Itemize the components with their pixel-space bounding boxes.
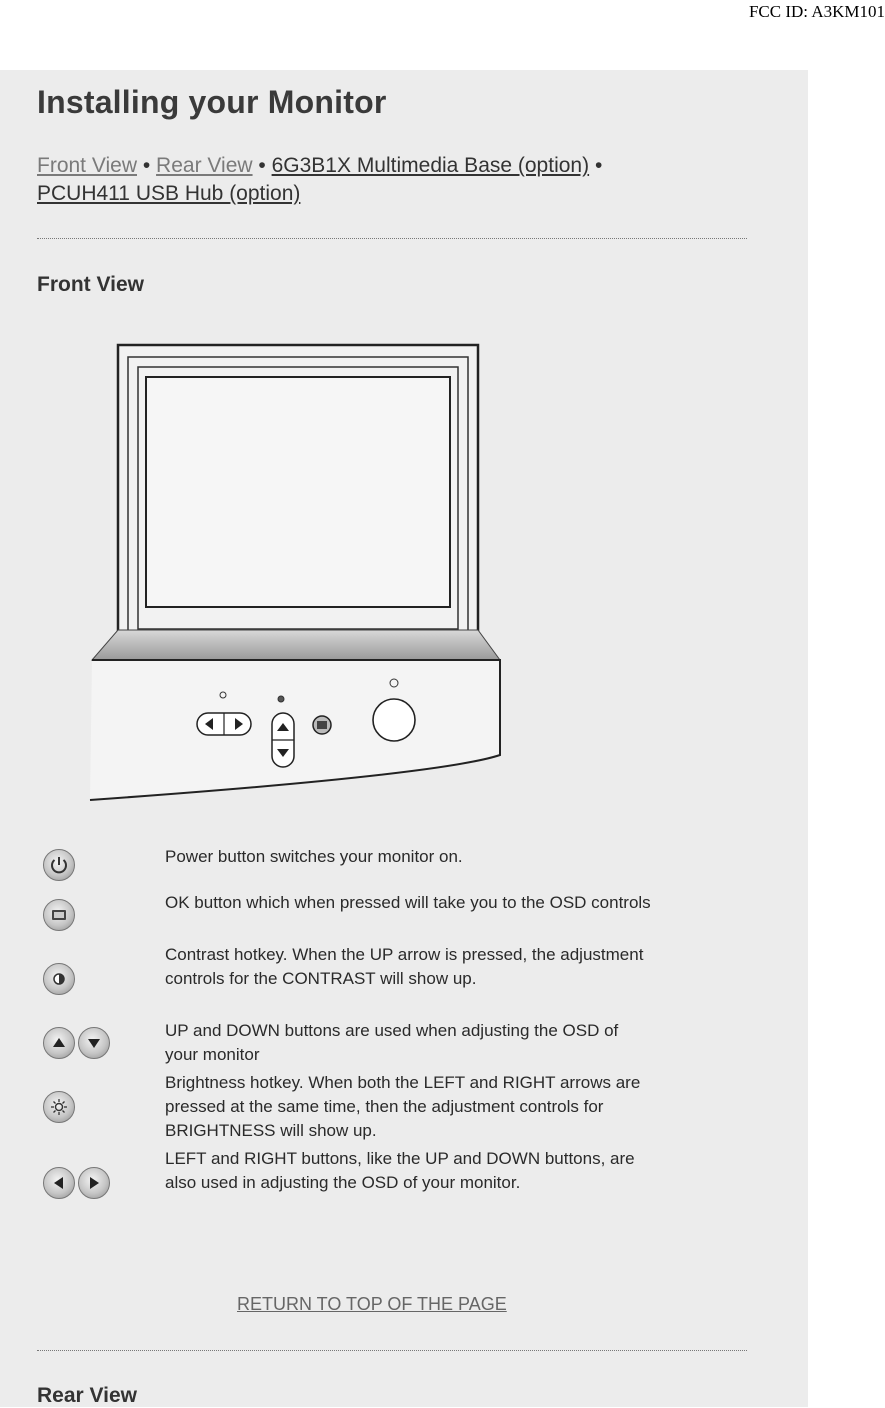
left-right-buttons-description: LEFT and RIGHT buttons, like the UP and DOWN buttons, are also used in adjusting the OSD of your monitor. (165, 1149, 635, 1192)
up-down-buttons-description: UP and DOWN buttons are used when adjusting the OSD of your monitor (165, 1021, 619, 1064)
section-nav (37, 152, 737, 208)
list-item (40, 845, 660, 885)
power-button-description: Power button switches your monitor on. (165, 847, 463, 866)
list-item (40, 891, 660, 937)
nav-link-multimedia-base[interactable]: 6G3B1X Multimedia Base (option) (271, 154, 590, 177)
brightness-icon (43, 1091, 75, 1123)
nav-link-usb-hub[interactable]: PCUH411 USB Hub (option) (37, 182, 301, 205)
list-item (40, 1071, 660, 1143)
monitor-front-illustration (80, 335, 510, 810)
nav-separator: • (258, 154, 266, 177)
section-heading-rear-view: Rear View (37, 1384, 138, 1407)
divider (37, 238, 747, 239)
nav-separator: • (142, 154, 151, 177)
contrast-icon (43, 963, 75, 995)
nav-link-front-view[interactable]: Front View (37, 154, 137, 177)
left-arrow-icon (43, 1167, 75, 1199)
right-arrow-icon (78, 1167, 110, 1199)
contrast-hotkey-description: Contrast hotkey. When the UP arrow is pressed, the adjustment controls for the CONTRAST will show up. (165, 945, 644, 988)
down-arrow-icon (78, 1027, 110, 1059)
divider (37, 1350, 747, 1351)
list-item (40, 1019, 660, 1067)
ok-icon (43, 899, 75, 931)
brightness-hotkey-description: Brightness hotkey. When both the LEFT and RIGHT arrows are pressed at the same time, then the adjustment controls for BRIGHTNESS will show up. (165, 1073, 641, 1140)
fcc-id-label: FCC ID: A3KM101 (748, 2, 885, 21)
list-item (40, 943, 660, 1015)
nav-separator: • (594, 154, 603, 177)
section-heading-front-view: Front View (37, 273, 144, 296)
nav-link-rear-view[interactable]: Rear View (156, 154, 253, 177)
ok-button-description: OK button which when pressed will take you to the OSD controls (165, 893, 651, 912)
list-item (40, 1147, 660, 1219)
return-to-top-link[interactable]: RETURN TO TOP OF THE PAGE (237, 1294, 507, 1314)
power-icon (43, 849, 75, 881)
up-arrow-icon (43, 1027, 75, 1059)
page-title: Installing your Monitor (37, 84, 387, 120)
